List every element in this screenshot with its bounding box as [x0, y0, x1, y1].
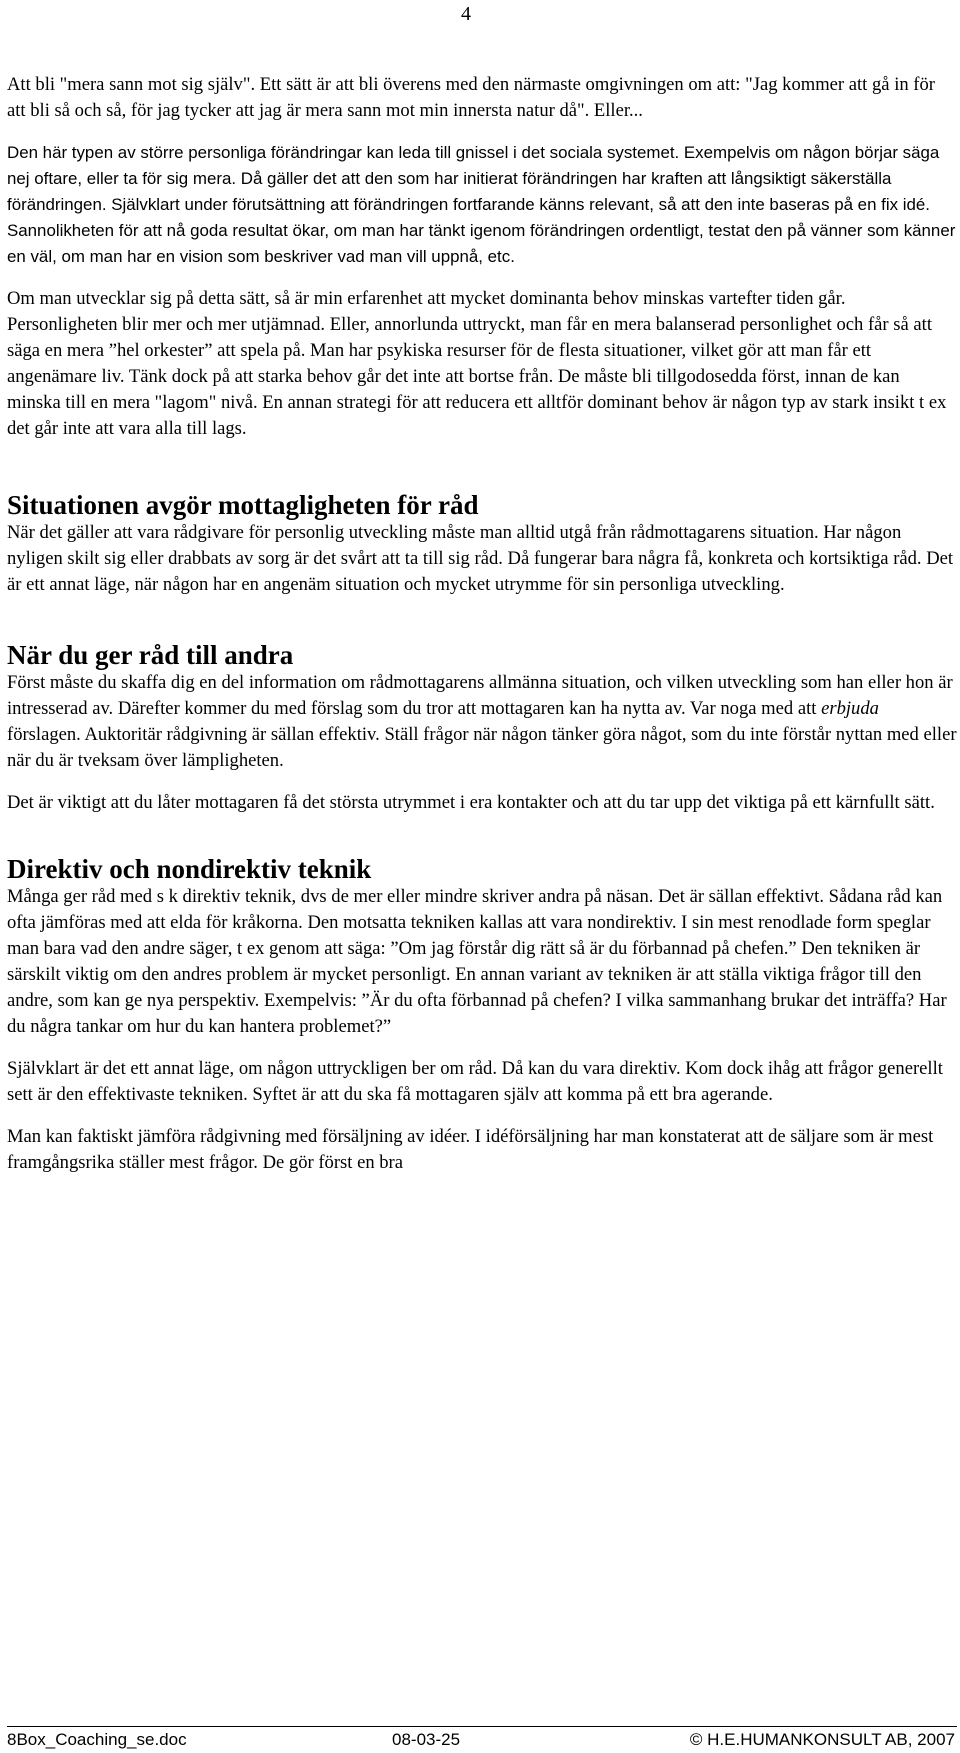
document-body [7, 72, 957, 1192]
paragraph [7, 140, 957, 270]
paragraph: Självklart är det ett annat läge, om någon uttryckligen ber om råd. Då kan du vara direktiv. Kom dock ihåg att frågor generellt sett är den effektivaste tekniken. Syftet är att du ska få mottagaren själv att komma på ett bra agerande. [7, 1058, 943, 1105]
footer-copyright: © H.E.HUMANKONSULT AB, 2007 [689, 1730, 955, 1749]
section-heading: När du ger råd till andra [7, 640, 294, 670]
paragraph: Många ger råd med s k direktiv teknik, dvs de mer eller mindre skriver andra på näsan. Det är sällan effektivt. Sådana råd kan ofta jämföras med att elda för kråkorna. Den motsatta tekniken kallas att vara nondirektiv. I sin mest renodlade form speglar man bara vad den andre säger, t ex genom att säga: ”Om jag förstår dig rätt så är du förbannad på chefen.” Den tekniken är särskilt viktig om den andres problem är mycket personligt. En annan variant av tekniken är att ställa viktiga frågor till den andre, som kan ge nya perspektiv. Exempelvis: ”Är du ofta förbannad på chefen? I vilka sammanhang brukar det inträffa? Har du några tankar om hur du kan hantera problemet?” [7, 886, 947, 1037]
paragraph [7, 670, 957, 774]
footer-filename: 8Box_Coaching_se.doc [7, 1730, 187, 1749]
paragraph: Man kan faktiskt jämföra rådgivning med försäljning av idéer. I idéförsäljning har man konstaterat att de säljare som är mest framgångsrika ställer mest frågor. De gör först en bra [7, 1126, 934, 1173]
paragraph: När det gäller att vara rådgivare för personlig utveckling måste man alltid utgå från rådmottagarens situation. Har någon nyligen skilt sig eller drabbats av sorg är det svårt att ta till sig råd. Då fungerar bara några få, konkreta och kortsiktiga råd. Det är ett annat läge, när någon har en angenäm situation och mycket utrymme för sin personliga utveckling. [7, 522, 954, 595]
page-number: 4 [461, 3, 471, 25]
paragraph: Om man utvecklar sig på detta sätt, så är min erfarenhet att mycket dominanta behov minskas vartefter tiden går. Personligheten blir mer och mer utjämnad. Eller, annorlunda uttryckt, man får en mera balanserad personlighet och får så att säga en mera ”hel orkester” att spela på. Man har psykiska resurser för de flesta situationer, vilket gör att man får ett angenämare liv. Tänk dock på att starka behov går det inte att bortse från. De måste bli tillgodosedda först, innan de kan minska till en mera "lagom" nivå. En annan strategi för att reducera ett alltför dominant behov är någon typ av stark insikt t ex det går inte att vara alla till lags. [7, 288, 947, 439]
text-run: Först måste du skaffa dig en del information om rådmottagarens allmänna situation, och vilken utveckling som han eller hon är intresserad av. Därefter kommer du med förslag som du tror att mottagaren kan ha nytta av. Var noga med att [7, 672, 953, 719]
text-run: förslagen. Auktoritär rådgivning är sällan effektiv. Ställ frågor när någon tänker göra något, som du inte förstår nyttan med eller när du är tveksam över lämpligheten. [7, 724, 957, 771]
emphasis-text: erbjuda [821, 698, 879, 719]
section-heading: Direktiv och nondirektiv teknik [7, 854, 372, 884]
paragraph-sans-text: Då gäller det att den som har initierat förändringen har kraften att långsiktigt säkerställa förändringen. Självklart under förutsättning att förändringen fortfarande känns relevant, så att den inte baseras på en fix idé. Sannolikheten för att nå goda resultat ökar, om man har tänkt igenom förändringen ordentligt, testat den på vänner som känner en väl, om man har en vision som beskriver vad man vill uppnå, etc. [7, 169, 956, 266]
paragraph-sans-text: Den här typen av större personliga förändringar kan leda till gnissel i det sociala systemet. Exempelvis om någon börjar säga nej oftare, eller ta för sig mera. [7, 143, 940, 188]
paragraph: Att bli "mera sann mot sig själv". Ett sätt är att bli överens med den närmaste omgivningen om att: "Jag kommer att gå in för att bli så och så, för jag tycker att jag är mera sann mot min innersta natur då". Eller... [7, 74, 935, 121]
page-footer [7, 1726, 957, 1752]
section-heading: Situationen avgör mottagligheten för råd [7, 490, 479, 520]
paragraph: Det är viktigt att du låter mottagaren få det största utrymmet i era kontakter och att du tar upp det viktiga på ett kärnfullt sätt. [7, 792, 935, 813]
footer-date: 08-03-25 [392, 1730, 461, 1749]
